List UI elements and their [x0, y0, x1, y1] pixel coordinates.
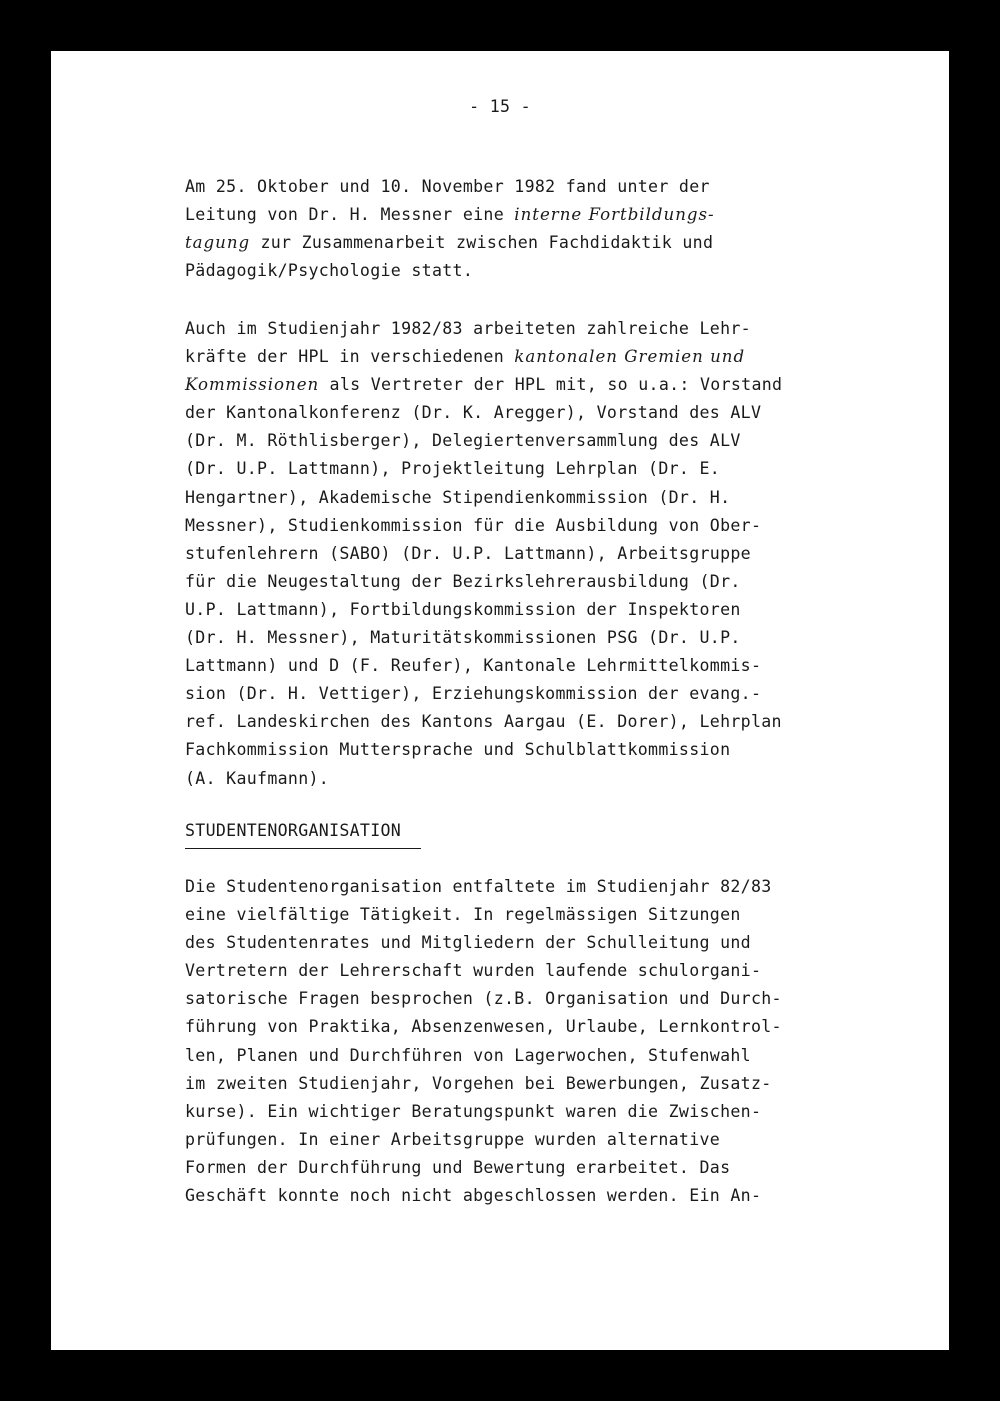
text-line — [185, 652, 905, 680]
text-line — [185, 399, 905, 427]
emphasized-text: kantonalen Gremien und — [514, 347, 746, 367]
text-line — [185, 427, 905, 455]
line-text: der Kantonalkonferenz (Dr. K. Aregger), Vorstand des ALV — [185, 403, 762, 423]
line-text: ref. Landeskirchen des Kantons Aargau (E. Dorer), Lehrplan — [185, 712, 782, 732]
text-line — [185, 957, 905, 985]
text-line — [185, 484, 905, 512]
text-line — [185, 1154, 905, 1182]
text-line — [185, 540, 905, 568]
line-text: (A. Kaufmann). — [185, 768, 330, 788]
section-heading-underline — [185, 848, 421, 849]
line-text: Pädagogik/Psychologie statt. — [185, 261, 474, 281]
line-text: Messner), Studienkommission für die Ausbildung von Ober- — [185, 515, 762, 535]
line-text: eine vielfältige Tätigkeit. In regelmässigen Sitzungen — [185, 905, 741, 925]
emphasized-text: tagung — [185, 233, 251, 253]
text-line — [185, 568, 905, 596]
text-line — [185, 315, 905, 343]
line-text: (Dr. U.P. Lattmann), Projektleitung Lehrplan (Dr. E. — [185, 459, 721, 479]
line-text: für die Neugestaltung der Bezirkslehrerausbildung (Dr. — [185, 571, 741, 591]
text-line — [185, 873, 905, 901]
text-line — [185, 371, 905, 399]
text-line — [185, 596, 905, 624]
paragraph-fortbildungstagung — [185, 173, 905, 285]
line-text: prüfungen. In einer Arbeitsgruppe wurden alternative — [185, 1129, 721, 1149]
text-line — [185, 201, 905, 229]
emphasized-text: interne Fortbildungs- — [514, 205, 715, 225]
line-text: Am 25. Oktober und 10. November 1982 fand unter der — [185, 177, 710, 196]
line-text: Die Studentenorganisation entfaltete im Studienjahr 82/83 — [185, 877, 772, 896]
line-text: Vertretern der Lehrerschaft wurden laufende schulorgani- — [185, 961, 762, 981]
paragraph-studentenorganisation — [185, 873, 905, 1210]
text-line — [185, 1126, 905, 1154]
line-text: des Studentenrates und Mitgliedern der Schulleitung und — [185, 933, 751, 953]
paragraph-gremien-kommissionen — [185, 315, 905, 793]
line-text: im zweiten Studienjahr, Vorgehen bei Bewerbungen, Zusatz- — [185, 1073, 772, 1093]
text-line — [185, 624, 905, 652]
text-line — [185, 901, 905, 929]
text-line — [185, 229, 905, 257]
text-line — [185, 708, 905, 736]
text-line — [185, 455, 905, 483]
section-heading: STUDENTENORGANISATION — [185, 821, 402, 840]
line-text: kräfte der HPL in verschiedenen — [185, 347, 515, 367]
text-line — [185, 1042, 905, 1070]
text-line — [185, 985, 905, 1013]
line-text: sion (Dr. H. Vettiger), Erziehungskommission der evang.- — [185, 684, 762, 704]
text-line — [185, 1098, 905, 1126]
line-text: kurse). Ein wichtiger Beratungspunkt waren die Zwischen- — [185, 1101, 762, 1121]
text-line — [185, 512, 905, 540]
document-page — [51, 51, 949, 1350]
line-text: Leitung von Dr. H. Messner eine — [185, 205, 515, 225]
line-text: satorische Fragen besprochen (z.B. Organisation und Durch- — [185, 989, 782, 1009]
text-line — [185, 736, 905, 764]
text-line — [185, 1070, 905, 1098]
line-text: zur Zusammenarbeit zwischen Fachdidaktik und — [250, 233, 714, 253]
line-text: (Dr. H. Messner), Maturitätskommissionen PSG (Dr. U.P. — [185, 628, 741, 648]
text-line — [185, 929, 905, 957]
text-line — [185, 1182, 905, 1210]
line-text: U.P. Lattmann), Fortbildungskommission der Inspektoren — [185, 599, 741, 619]
line-text: (Dr. M. Röthlisberger), Delegiertenversammlung des ALV — [185, 431, 741, 451]
line-text: stufenlehrern (SABO) (Dr. U.P. Lattmann), Arbeitsgruppe — [185, 543, 751, 563]
text-line — [185, 257, 905, 285]
line-text: Lattmann) und D (F. Reufer), Kantonale Lehrmittelkommis- — [185, 656, 762, 676]
line-text: Geschäft konnte noch nicht abgeschlossen werden. Ein An- — [185, 1186, 762, 1206]
text-line — [185, 173, 905, 201]
line-text: Auch im Studienjahr 1982/83 arbeiteten zahlreiche Lehr- — [185, 319, 751, 338]
page-number: - 15 - — [469, 97, 531, 116]
text-line — [185, 680, 905, 708]
line-text: Formen der Durchführung und Bewertung erarbeitet. Das — [185, 1157, 731, 1177]
text-line — [185, 765, 905, 793]
line-text: als Vertreter der HPL mit, so u.a.: Vorstand — [319, 375, 783, 395]
line-text: Fachkommission Muttersprache und Schulblattkommission — [185, 740, 731, 760]
line-text: Hengartner), Akademische Stipendienkommission (Dr. H. — [185, 487, 731, 507]
text-line — [185, 1013, 905, 1041]
text-line — [185, 343, 905, 371]
emphasized-text: Kommissionen — [185, 375, 320, 395]
line-text: führung von Praktika, Absenzenwesen, Urlaube, Lernkontrol- — [185, 1017, 782, 1037]
line-text: len, Planen und Durchführen von Lagerwochen, Stufenwahl — [185, 1045, 751, 1065]
